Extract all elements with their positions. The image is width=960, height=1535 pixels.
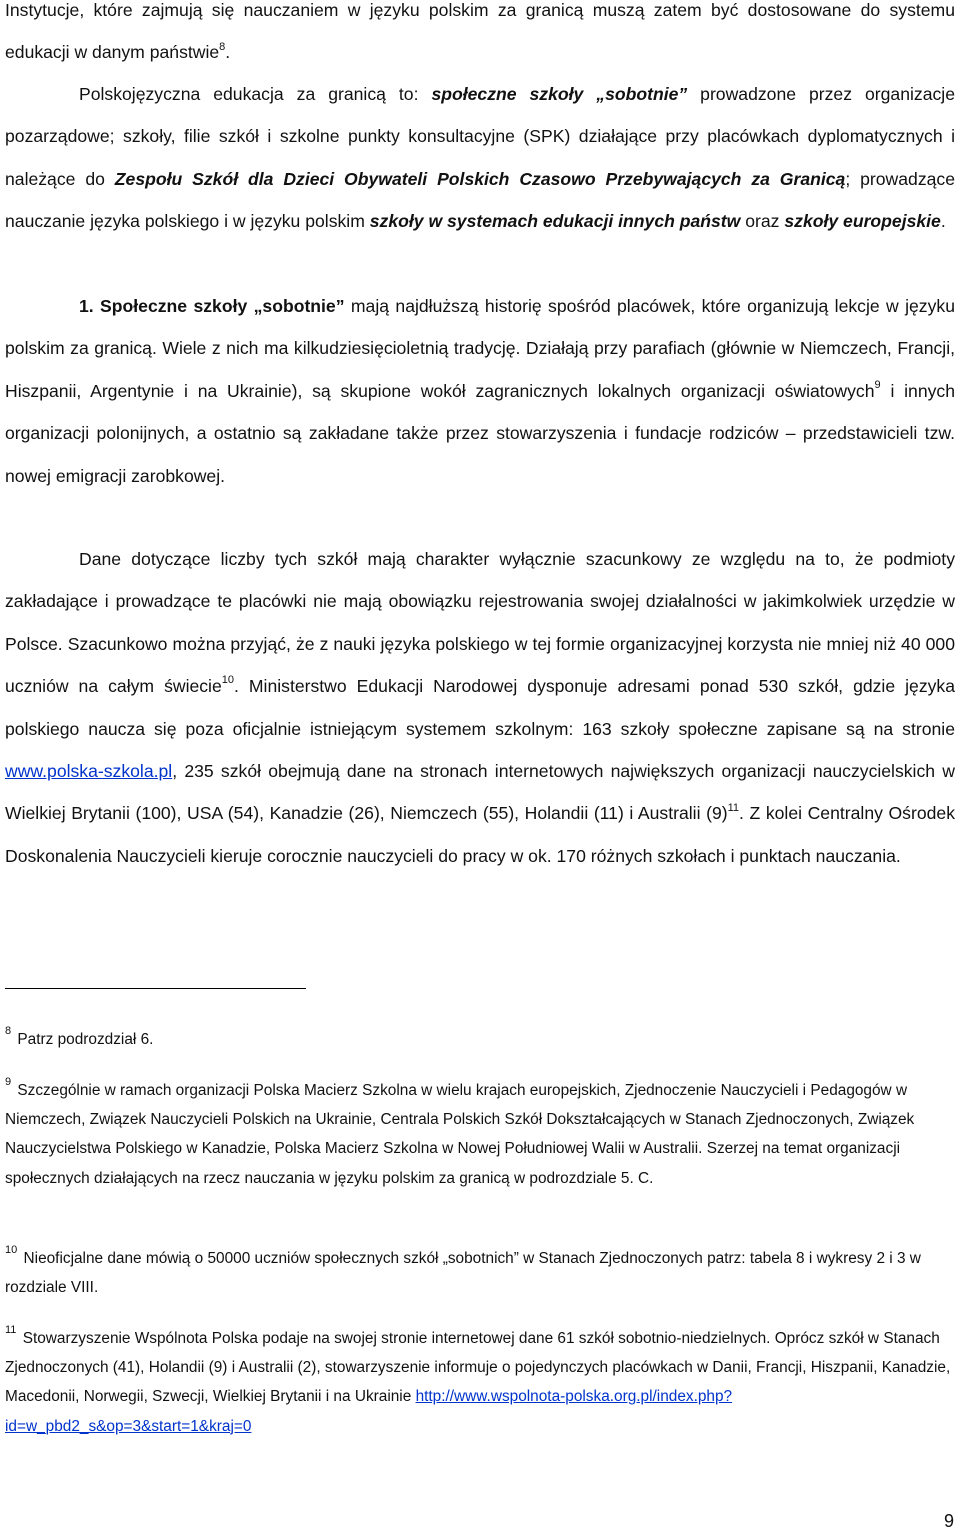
paragraph-saturday-schools: 1. Społeczne szkoły „sobotnie” mają najdłuższą historię spośród placówek, które organizują lekcje w języku polskim za granicą. Wiele z nich ma kilkudziesięcioletnią tradycję. Działają przy parafiach (głównie w Niemczech, Francji, Hiszpanii, Argentynie i na Ukrainie), są skupione wokół zagranicznych lokalnych organizacji oświatowych$^9$ i innych organizacji polonijnych, a ostatnio są zakładane także przez stowarzyszenia i fundacje rodziców – przedstawicieli tzw. nowej emigracji zarobkowej. [5,296,956,486]
section-heading-1: 1. Społeczne szkoły „sobotnie” [79,296,345,316]
intro-text: Instytucje, które zajmują się nauczaniem w języku polskim za granicą muszą zatem być dostosowane do systemu edukacji w danym państwie [5,0,955,63]
page-number: 9 [943,1511,954,1531]
footnote-8: $^8$ Patrz podrozdział 6. [5,1024,154,1048]
footnote-11: $^{11}$ Stowarzyszenie Wspólnota Polska podaje na swojej stronie internetowej dane 61 szkół sobotnio-niedzielnych. Oprócz szkół w Stanach Zjednoczonych (41), Holandii (9) i Australii (2), stowarzyszenie informuje o pojedynczych placówkach w Danii, Francji, Hiszpanii, Kanadzie, Macedonii, Norwegii, Szwecji, Wielkiej Brytanii i na Ukrainie http://www.wspolnota-polska.org.pl/index.php?id=w_pbd2_s&op=3&start=1&kraj=0 [5,1323,951,1435]
footnote-10: $^{10}$ Nieoficjalne dane mówią o 50000 uczniów społecznych szkół „sobotnich” w Stanach Zjednoczonych patrz: tabela 8 i wykresy 2 i 3 w rozdziale VIII. [5,1243,921,1297]
footnote-ref-10[interactable]: 10 [221,674,235,687]
footnote-ref-8[interactable]: 8 [219,40,226,53]
paragraph-school-estimates: Dane dotyczące liczby tych szkół mają charakter wyłącznie szacunkowy ze względu na to, że podmioty zakładające i prowadzące te placówki nie mają obowiązku rejestrowania swojej działalności w jakimkolwiek urzędzie w Polsce. Szacunkowo można przyjąć, że z nauki języka polskiego w tej formie organizacyjnej korzysta nie mniej niż 40 000 uczniów na całym świecie$^{10}$. Ministerstwo Edukacji Narodowej dysponuje adresami ponad 530 szkół, gdzie języka polskiego naucza się poza oficjalnie istniejącym systemem szkolnym: 163 szkoły społeczne zapisane są na stronie www.polska-szkola.pl, 235 szkół obejmują dane na stronach internetowych największych organizacji nauczycielskich w Wielkiej Brytanii (100), USA (54), Kanadzie (26), Niemczech (55), Holandii (11) i Australii $(9)^{11}$. Z kolei Centralny Ośrodek Doskonalenia Nauczycieli kieruje corocznie nauczycieli do pracy w ok. 170 różnych szkołach i punktach nauczania. [5,549,955,866]
footnote-9: $^9$ Szczególnie w ramach organizacji Polska Macierz Szkolna w wielu krajach europejskich, Zjednoczenie Nauczycieli i Pedagogów w Niemczech, Związek Nauczycieli Polskich na Ukrainie, Centrala Polskich Szkół Dokształcających w Stanach Zjednoczonych, Związek Nauczycielstwa Polskiego w Kanadzie, Polska Macierz Szkolna w Nowej Południowej Walii w Australii. Szerzej na temat organizacji społecznych działających na rzecz nauczania w języku polskim za granicą w podrozdziale 5. C. [5,1075,915,1187]
polska-szkola-link[interactable]: www.polska-szkola.pl [5,761,173,782]
paragraph-education-forms: Polskojęzyczna edukacja za granicą to: społeczne szkoły „sobotnie” prowadzone przez organizacje pozarządowe; szkoły, filie szkół i szkolne punkty konsultacyjne (SPK) działające przy placówkach dyplomatycznych i należące do Zespołu Szkół dla Dzieci Obywateli Polskich Czasowo Przebywających za Granicą; prowadzące nauczanie języka polskiego i w języku polskim szkoły w systemach edukacji innych państw oraz szkoły europejskie. [5,84,955,232]
intro-paragraph: Instytucje, które zajmują się nauczaniem w języku polskim za granicą muszą zatem być dostosowane do systemu edukacji w danym państwie$^8$. [5,0,955,63]
emph-foreign-systems: szkoły w systemach edukacji innych państw [369,211,741,232]
wspolnota-polska-link[interactable]: http://www.wspolnota-polska.org.pl/index.php?id=w_pbd2_s&op=3&start=1&kraj=0 [5,1388,733,1435]
emph-european-schools: szkoły europejskie [784,211,941,232]
footnote-separator [5,988,306,989]
footnote-ref-11[interactable]: 11 [727,801,740,814]
footnote-ref-9[interactable]: 9 [874,378,881,391]
emph-saturday-schools: społeczne szkoły „sobotnie” [431,84,688,104]
emph-school-team: Zespołu Szkół dla Dzieci Obywateli Polskich Czasowo Przebywających za Granicą [114,168,846,189]
